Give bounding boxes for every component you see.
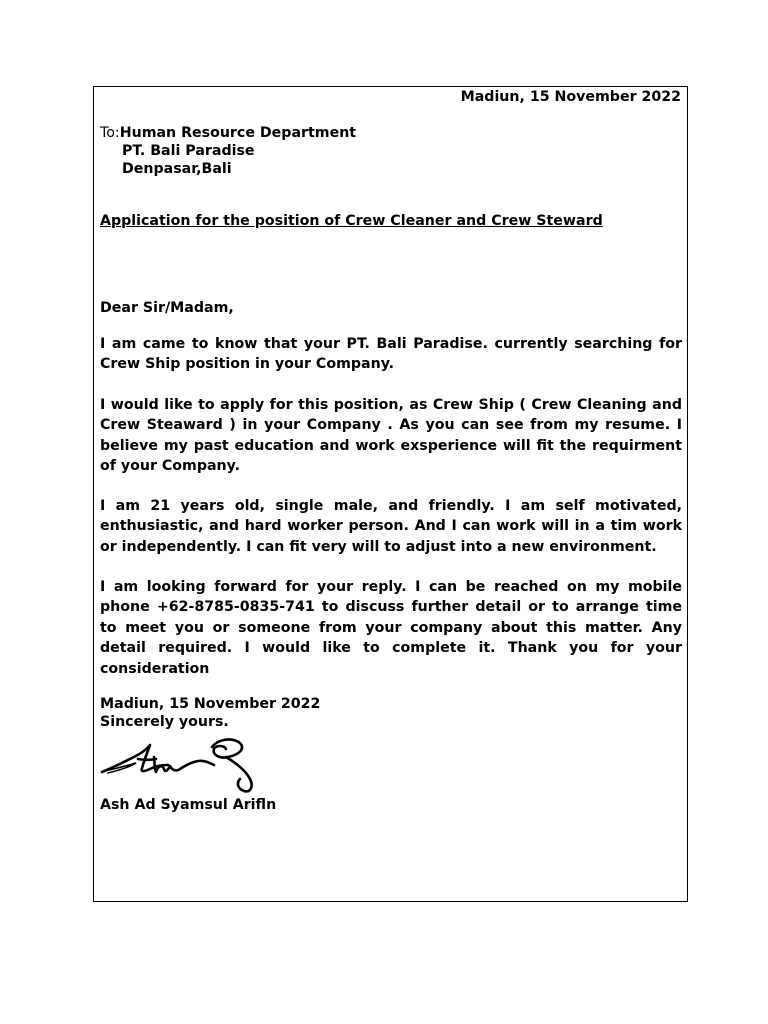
to-prefix: To:: [100, 125, 120, 141]
closing-date: Madiun, 15 November 2022: [100, 696, 321, 712]
subject-line: Application for the position of Crew Cleaner and Crew Steward: [100, 213, 603, 229]
body-paragraph-1: I am came to know that your PT. Bali Paradise. currently searching for Crew Ship position in your Company.: [100, 336, 682, 373]
closing-phrase: Sincerely yours.: [100, 714, 229, 730]
salutation: Dear Sir/Madam,: [100, 300, 234, 316]
recipient-department: Human Resource Department: [119, 125, 357, 141]
body-paragraph-2: I would like to apply for this position, as Crew Ship ( Crew Cleaning and Crew Steaward ) in your Company . As you can see from my resume. I believe my past education and work exsperience will fit the requirment of your Company.: [100, 397, 682, 475]
recipient-company: PT. Bali Paradise: [122, 143, 255, 159]
body-paragraph-3: I am 21 years old, single male, and friendly. I am self motivated, enthusiastic, and hard worker person. And I can work will in a tim work or independently. I can fit very will to adjust into a new environment.: [100, 498, 682, 555]
signer-name: Ash Ad Syamsul Arifln: [100, 797, 277, 813]
letter-date: Madiun, 15 November 2022: [460, 89, 681, 105]
letter-page: [93, 86, 688, 902]
signature-image: [100, 735, 256, 797]
recipient-heading: [100, 123, 356, 143]
recipient-city: Denpasar,Bali: [122, 161, 232, 177]
body-paragraph-4: I am looking forward for your reply. I can be reached on my mobile phone +62-8785-0835-741 to discuss further detail or to arrange time to meet you or someone from your company about this matter. Any detail required. I would like to complete it. Thank you for your consideration: [100, 579, 682, 677]
